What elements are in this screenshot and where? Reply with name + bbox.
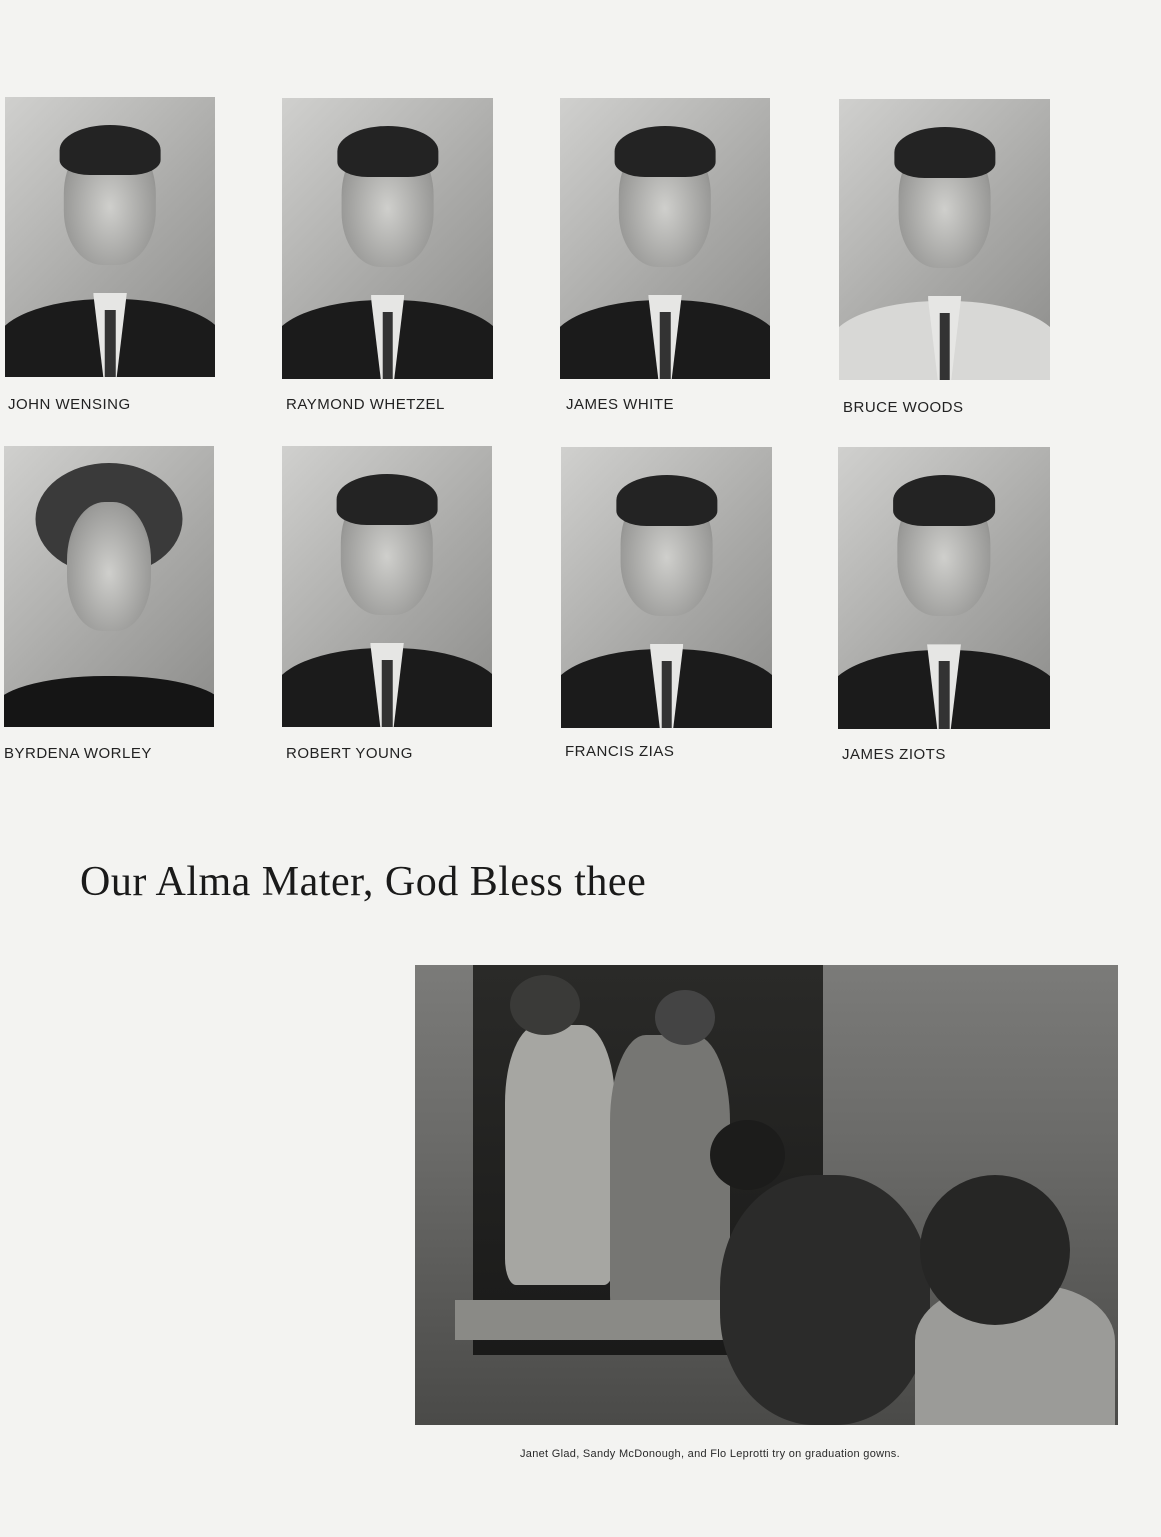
portrait-photo-james-white [560, 98, 770, 379]
portrait-name: FRANCIS ZIAS [565, 743, 675, 760]
portrait-photo-francis-zias [561, 447, 772, 728]
portrait-photo-bruce-woods [839, 99, 1050, 380]
portrait-name: ROBERT YOUNG [286, 745, 413, 762]
portrait-name: BYRDENA WORLEY [4, 745, 152, 762]
photo-caption: Janet Glad, Sandy McDonough, and Flo Leprotti try on graduation gowns. [520, 1448, 900, 1460]
page-heading: Our Alma Mater, God Bless thee [80, 859, 647, 905]
portrait-photo-james-ziots [838, 447, 1050, 729]
portrait-name: JAMES WHITE [566, 396, 675, 413]
candid-photo-graduation-gowns [415, 965, 1118, 1425]
portrait-photo-raymond-whetzel [282, 98, 493, 379]
portrait-photo-john-wensing [5, 97, 215, 377]
portrait-name: JAMES ZIOTS [842, 746, 946, 763]
portrait-name: RAYMOND WHETZEL [286, 396, 445, 413]
portrait-name: BRUCE WOODS [843, 399, 964, 416]
portrait-name: JOHN WENSING [8, 396, 131, 413]
portrait-photo-byrdena-worley [4, 446, 214, 727]
portrait-photo-robert-young [282, 446, 492, 727]
